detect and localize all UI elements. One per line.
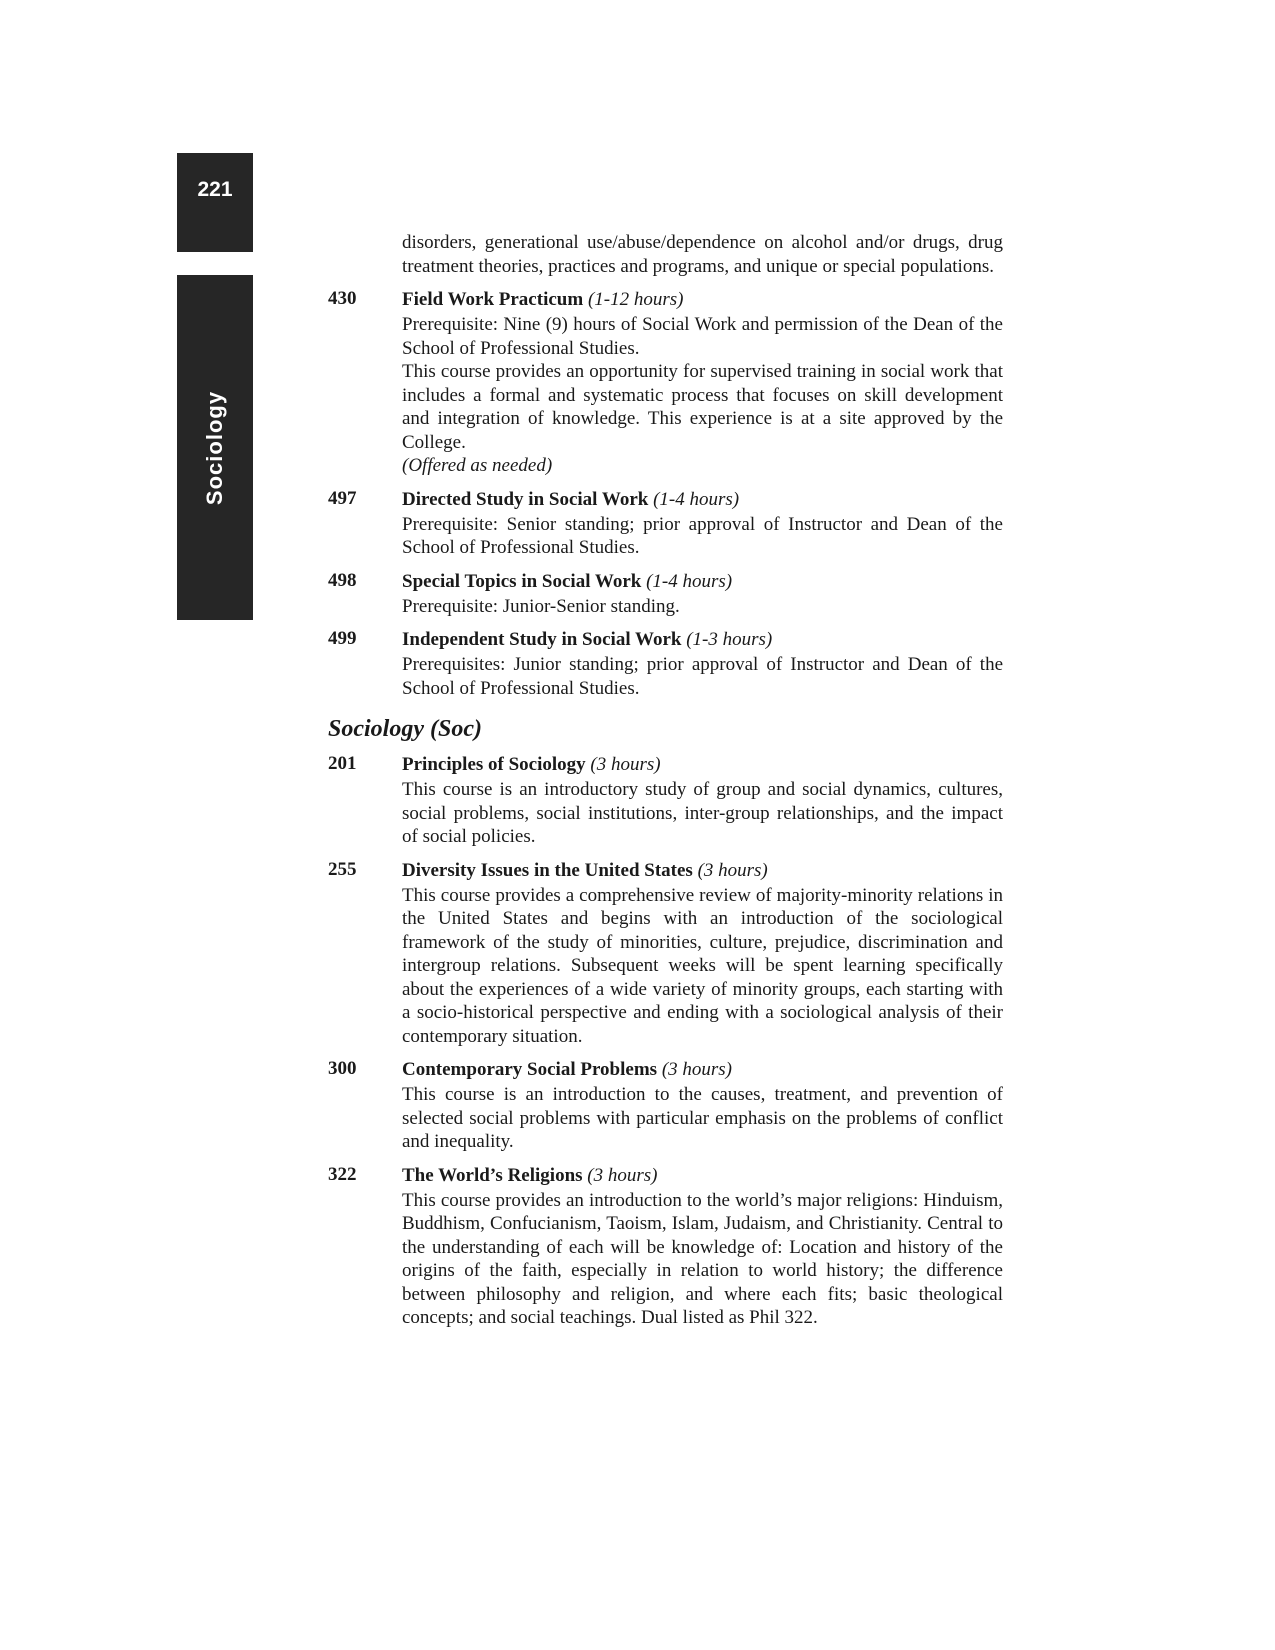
- course-prerequisite: Prerequisites: Junior standing; prior approval of Instructor and Dean of the School of Professional Studies.: [402, 654, 1003, 699]
- course-number: 498: [328, 569, 357, 591]
- course-hours: (1-12 hours): [587, 289, 684, 310]
- course-entry: [328, 752, 1003, 849]
- course-title: Contemporary Social Problems: [402, 1059, 658, 1080]
- course-note: (Offered as needed): [402, 455, 553, 476]
- course-title: Field Work Practicum: [402, 289, 584, 310]
- course-description: This course is an introductory study of group and social dynamics, cultures, social problems, social institutions, inter-group relationships, and the impact of social policies.: [402, 779, 1003, 847]
- course-entry: [328, 858, 1003, 1049]
- course-entry: [328, 569, 1003, 619]
- course-title: Principles of Sociology: [402, 754, 586, 775]
- course-title: Directed Study in Social Work: [402, 488, 649, 510]
- course-number: 201: [328, 753, 357, 774]
- course-number: 499: [328, 628, 357, 649]
- section-tab-label: Sociology: [202, 390, 227, 505]
- course-title: Independent Study in Social Work: [402, 629, 682, 650]
- section-heading: Sociology (Soc): [328, 716, 482, 742]
- course-description: This course is an introduction to the causes, treatment, and prevention of selected social problems with particular emphasis on the problems of conflict and inequality.: [402, 1084, 1003, 1152]
- course-number: 497: [328, 487, 357, 509]
- course-title: The World’s Religions: [402, 1164, 583, 1186]
- section-tab: [177, 275, 253, 620]
- course-number: 255: [328, 858, 357, 880]
- page-content: [328, 231, 1003, 1330]
- course-hours: (1-3 hours): [686, 629, 773, 650]
- course-entry: [328, 287, 1003, 478]
- course-entry: [328, 1057, 1003, 1154]
- course-title: Diversity Issues in the United States: [402, 859, 693, 881]
- course-number: 430: [328, 288, 357, 309]
- course-hours: (3 hours): [661, 1059, 733, 1080]
- course-prerequisite: Prerequisite: Senior standing; prior approval of Instructor and Dean of the School of Professional Studies.: [402, 513, 1003, 558]
- course-hours: (3 hours): [590, 754, 661, 775]
- course-number: 300: [328, 1058, 357, 1079]
- course-number: 322: [328, 1163, 357, 1185]
- page-number: 221: [197, 178, 233, 201]
- course-entry: [328, 627, 1003, 700]
- course-description: This course provides a comprehensive review of majority-minority relations in the United States and begins with an introduction of the sociological framework of the study of minorities, culture, prejudice, discrimination and intergroup relations. Subsequent weeks will be spent learning specifically about the experiences of a wide variety of minority groups, each starting with a socio-historical perspective and ending with a sociological analysis of their contemporary situation.: [402, 884, 1003, 1047]
- course-hours: (1-4 hours): [653, 488, 740, 510]
- course-hours: (3 hours): [697, 859, 768, 881]
- course-prerequisite: Prerequisite: Nine (9) hours of Social Work and permission of the Dean of the School of Professional Studies.: [402, 314, 1003, 359]
- course-description: This course provides an introduction to the world’s major religions: Hinduism, Buddhism, Confucianism, Taoism, Islam, Judaism, and Christianity. Central to the understanding of each will be knowledge of: Location and history of the origins of the faith, especially in relation to world history; the difference between philosophy and religion, and where each fits; basic theological concepts; and social teachings. Dual listed as Phil 322.: [402, 1189, 1003, 1328]
- intro-paragraph: disorders, generational use/abuse/dependence on alcohol and/or drugs, drug treatment theories, practices and programs, and unique or special populations.: [402, 232, 1003, 277]
- course-prerequisite: Prerequisite: Junior-Senior standing.: [402, 595, 680, 617]
- course-entry: [328, 1163, 1003, 1330]
- course-entry: [328, 487, 1003, 560]
- course-description: This course provides an opportunity for supervised training in social work that includes a formal and systematic process that focuses on skill development and integration of knowledge. This experience is at a site approved by the College.: [402, 361, 1003, 453]
- course-hours: (3 hours): [587, 1164, 658, 1186]
- course-title: Special Topics in Social Work: [402, 570, 642, 592]
- course-hours: (1-4 hours): [646, 570, 733, 592]
- page-number-tab: [177, 153, 253, 252]
